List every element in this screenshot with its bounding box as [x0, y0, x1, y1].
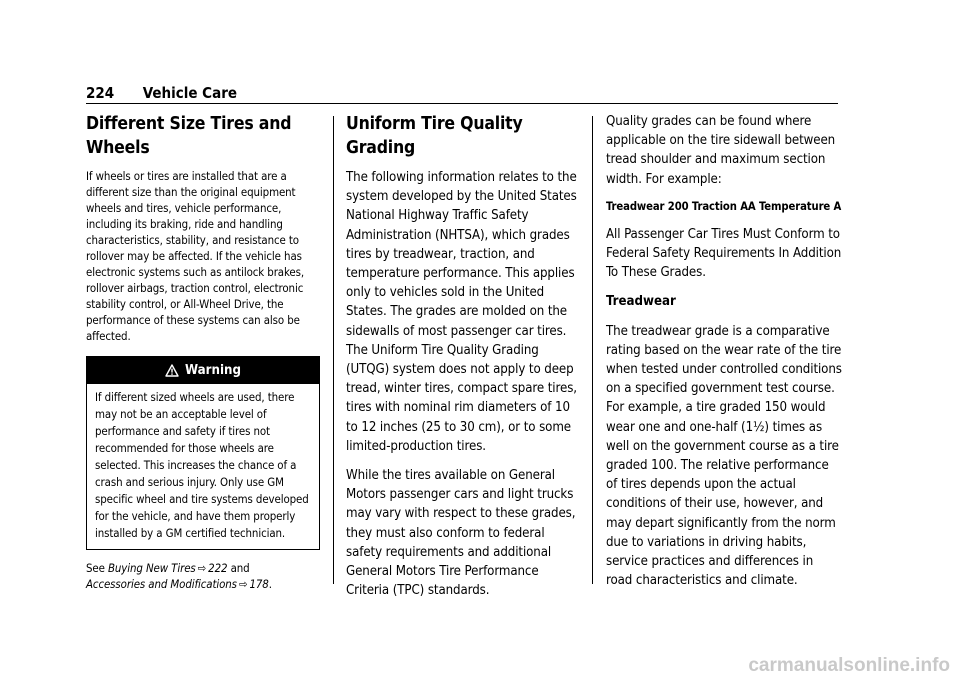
warning-triangle-icon: [165, 364, 179, 377]
see-also-reference: [86, 560, 320, 592]
xref-buying-new-tires[interactable]: Buying New Tires: [107, 561, 196, 575]
warning-box: [86, 356, 320, 550]
body-paragraph: While the tires available on General Motors passenger cars and light trucks may vary with respect to these grades, they must also conform to federal safety requirements and additional General Motors Tire Performance Criteria (TPC) standards.: [346, 468, 576, 599]
see-joiner: and: [230, 561, 250, 575]
page-header: [86, 83, 838, 103]
body-paragraph: All Passenger Car Tires Must Conform to Federal Safety Requirements In Addition To These Grades.: [606, 226, 842, 281]
column-1: [86, 112, 320, 592]
xref-page-number[interactable]: 178: [249, 577, 269, 591]
column-3: [606, 112, 842, 600]
column-2: [346, 112, 582, 610]
body-paragraph: The treadwear grade is a comparative rating based on the wear rate of the tire when tested under controlled conditions on a specified government test course. For example, a tire graded 150 would wear one and one-half (1½) times as well on the government course as a tire graded 100. The relative performance of tires depends upon the actual conditions of their use, however, and may depart significantly from the norm due to variations in driving habits, service practices and differences in road characteristics and climate.: [606, 323, 842, 589]
see-suffix: .: [268, 577, 272, 591]
header-rule: [86, 103, 838, 104]
column-divider-1: [333, 116, 334, 584]
section-heading: Uniform Tire Quality Grading: [346, 114, 523, 158]
example-grade-label: Treadwear 200 Traction AA Temperature A: [606, 199, 842, 213]
watermark-logo: carmanualsonline.info: [748, 655, 950, 676]
xref-page-number[interactable]: 222: [208, 561, 228, 575]
right-arrow-icon: ⇨: [197, 561, 207, 575]
body-paragraph: Quality grades can be found where applicable on the tire sidewall between tread shoulder and maximum section width. For example:: [606, 114, 836, 187]
warning-header: [87, 357, 319, 384]
page-number: 224: [86, 84, 115, 102]
warning-text: If different sized wheels are used, there may not be an acceptable level of performance and safety if tires not recommended for those wheels are selected. This increases the chance of a crash and serious injury. Only use GM specific wheel and tire systems developed for the vehicle, and have them properly installed by a GM certified technician.: [95, 390, 309, 540]
right-arrow-icon: ⇨: [238, 577, 248, 591]
section-heading: Different Size Tires and Wheels: [86, 114, 292, 158]
warning-label: Warning: [185, 363, 241, 378]
section-title: Vehicle Care: [142, 84, 238, 102]
see-prefix: See: [86, 561, 105, 575]
body-paragraph: The following information relates to the system developed by the United States National Highway Traffic Safety Administration (NHTSA), which grades tires by treadwear, traction, and temperature performance. This applies only to vehicles sold in the United States. The grades are molded on the sidewalls of most passenger car tires. The Uniform Tire Quality Grading (UTQG) system does not apply to deep tread, winter tires, compact spare tires, tires with nominal rim diameters of 10 to 12 inches (25 to 30 cm), or to some limited-production tires.: [346, 170, 577, 454]
xref-accessories-modifications[interactable]: Accessories and Modifications: [86, 577, 237, 591]
subheading-treadwear: Treadwear: [606, 294, 676, 310]
column-divider-2: [592, 116, 593, 584]
body-paragraph: If wheels or tires are installed that are a different size than the original equipment wheels and tires, vehicle performance, including its braking, ride and handling characteristics, stability, and resistance to rollover may be affected. If the vehicle has electronic systems such as antilock brakes, rollover airbags, traction control, electronic stability control, or All-Wheel Drive, the performance of these systems can also be affected.: [86, 169, 305, 343]
